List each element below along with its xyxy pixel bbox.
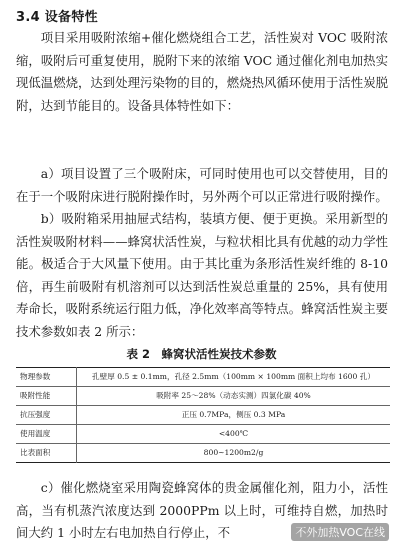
table-value: <400℃ <box>77 425 391 444</box>
paragraph-item-a: a）项目设置了三个吸附床，可同时使用也可以交替使用，目的在于一个吸附床进行脱附操作时，另外两个可以正常进行吸附操作。 <box>16 166 388 204</box>
paragraph-item-b: b）吸附箱采用抽屉式结构，装填方便、便于更换。采用新型的活性炭吸附材料——蜂窝状活性炭，与粒状相比具有优越的动力学性能。极适合于大风量下使用。由于其比重为条形活性炭纤维的 8-10 倍，再生前吸附有机溶剂可以达到活性炭总重量的 25%，具有使用寿命长，吸附系统运行阻力低，净化效率高等特点。蜂窝活性炭主要技术参数如表 2 所示： <box>16 211 388 339</box>
table-value: 孔壁厚 0.5 ± 0.1mm，孔径 2.5mm（100mm × 100mm 面积上均布 1600 孔） <box>92 372 375 381</box>
paragraph-item-c: c）催化燃烧室采用陶瓷蜂窝体的贵金属催化剂，阻力小，活性高，当有机蒸汽浓度达到 2000PPm 以上时，可维持自燃，加热时间大约 1 小时左右电加热自行停止，不 <box>16 480 388 541</box>
table-key: 吸附性能 <box>16 387 77 406</box>
table-row <box>16 387 390 406</box>
table-key: 使用温度 <box>16 425 77 444</box>
table-key: 物理参数 <box>16 368 77 387</box>
table-key: 比表面积 <box>16 444 77 463</box>
table-value: 吸附率 25～28%（动态实测）四氯化碳 40% <box>77 387 391 406</box>
table-key: 抗压强度 <box>16 406 77 425</box>
section-heading: 3.4 设备特性 <box>16 10 98 25</box>
table-row <box>16 368 390 387</box>
spec-table <box>16 367 390 463</box>
table-row <box>16 425 390 444</box>
table-title: 表 2 蜂窝状活性炭技术参数 <box>126 347 277 361</box>
paragraph-intro: 项目采用吸附浓缩+催化燃烧组合工艺，活性炭对 VOC 吸附浓缩，吸附后可重复使用，脱附下来的浓缩 VOC 通过催化剂电加热实现低温燃烧，达到处理污染物的目的，燃烧热风循环使用于活性炭脱附，达到节能目的。设备具体特性如下： <box>16 30 388 113</box>
watermark: 不外加热VOC在线 <box>291 523 389 541</box>
table-row <box>16 406 390 425</box>
table-value: 800~1200m2/g <box>77 444 391 463</box>
table-value: 正压 0.7MPa，侧压 0.3 MPa <box>77 406 391 425</box>
table-row <box>16 444 390 463</box>
